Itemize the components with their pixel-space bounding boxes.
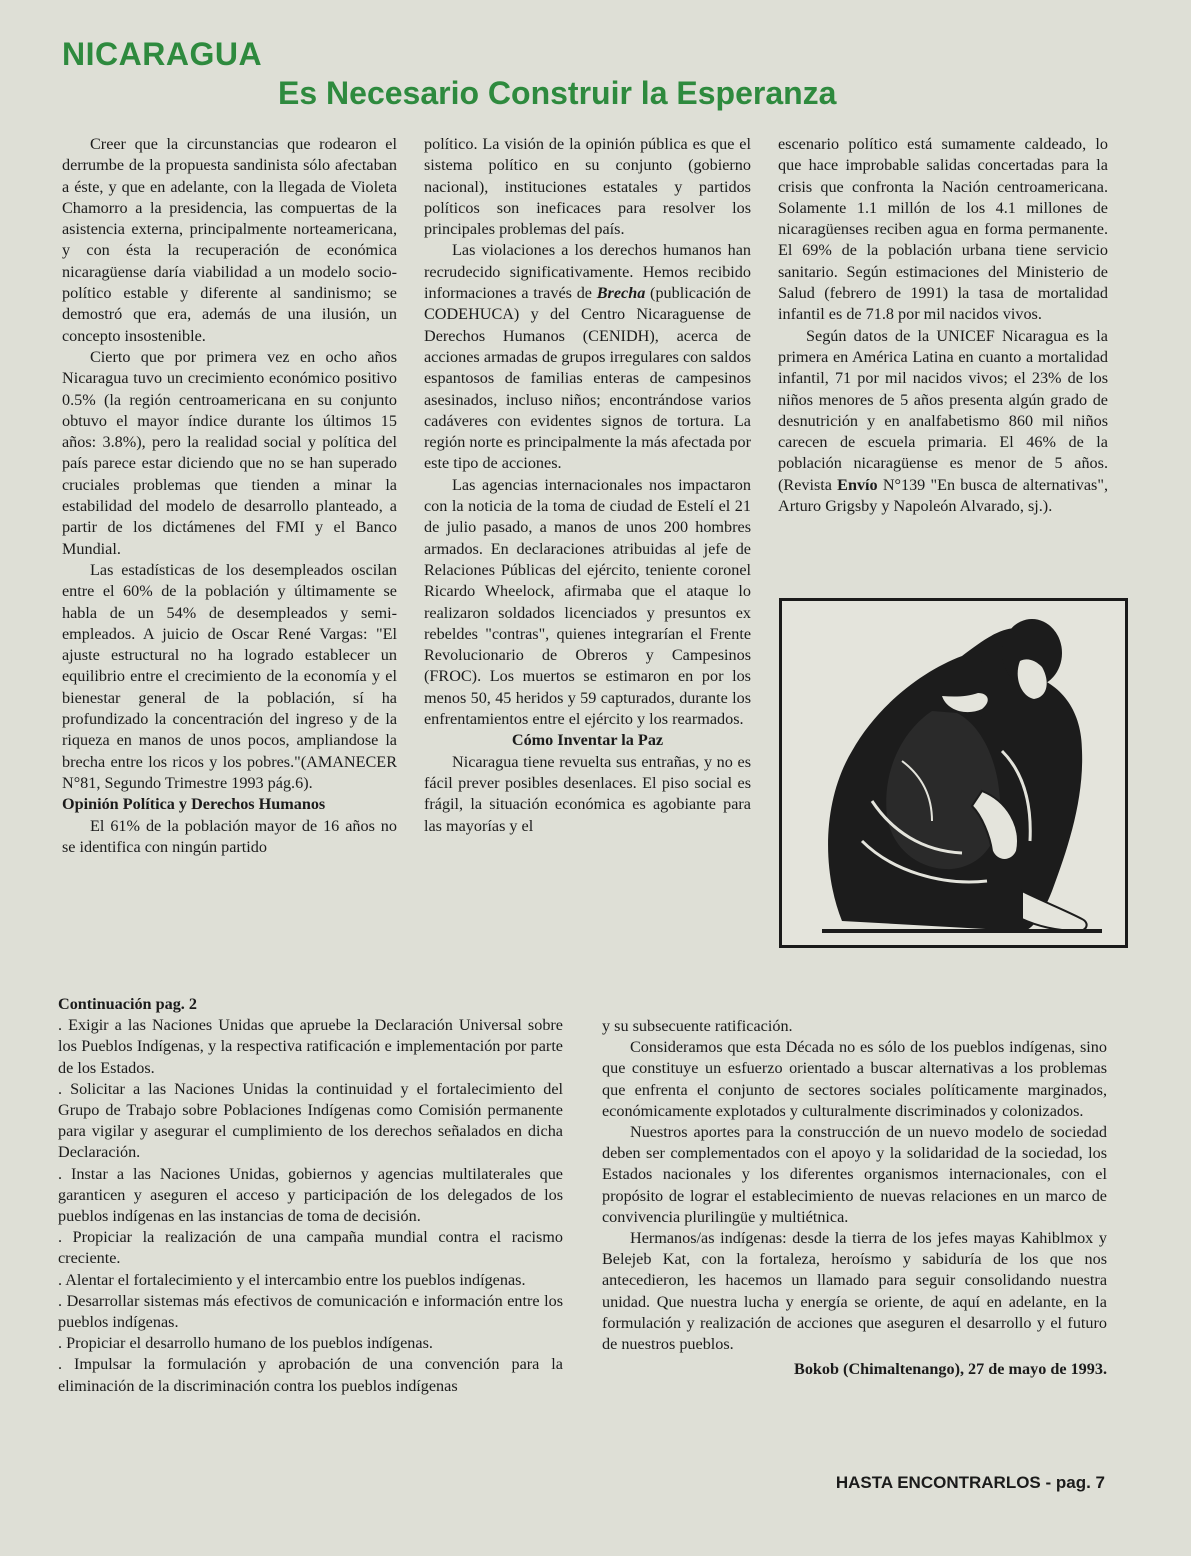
list-item: . Desarrollar sistemas más efectivos de comunicación e información entre los pueblos indígenas. [58, 1291, 563, 1332]
section-kicker: NICARAGUA [62, 36, 263, 72]
paragraph [424, 240, 751, 474]
paragraph: escenario político está sumamente caldeado, lo que hace improbable salidas concertadas para la crisis que confronta la Nación centroamericana. Solamente 1.1 millón de los 4.1 millones de nicaragüenses reciben agua en forma permanente. El 69% de la población urbana tiene servicio sanitario. Según estimaciones del Ministerio de Salud (febrero de 1991) la tasa de mortalidad infantil es de 71.8 por mil nacidos vivos. [778, 135, 1108, 324]
publication-name: Envío [837, 475, 878, 494]
text-span: N°139 "En busca de alternativas", Arturo Grigsby y Napoleón Alvarado, sj.). [778, 475, 1108, 516]
article-column-3 [778, 134, 1108, 517]
list-item: . Instar a las Naciones Unidas, gobiernos y agencias multilaterales que garanticen y aseguren el acceso y participación de los delegados de los pueblos indígenas en las instancias de toma de decisión. [58, 1164, 563, 1226]
paragraph: Las estadísticas de los desempleados oscilan entre el 60% de la población y últimamente se habla de un 54% de desempleados y semi-empleados. A juicio de Oscar René Vargas: "El ajuste estructural no ha logrado establecer un equilibrio entre el crecimiento de la economía y el bienestar general de la población, sí ha profundizado la concentración del ingreso y de la riqueza en manos de unos pocos, ampliandose la brecha entre los ricos y los pobres."(AMANECER N°81, Segundo Trimestre 1993 pág.6). [62, 560, 397, 792]
illustration-drawing [782, 601, 1125, 945]
paragraph: Consideramos que esta Década no es sólo de los pueblos indígenas, sino que constituye un esfuerzo orientado a buscar alternativas a los problemas que enfrenta el conjunto de sectores sociales políticamente marginados, económicamente explotados y culturalmente discriminados y colonizados. [602, 1038, 1107, 1120]
paragraph: Nuestros aportes para la construcción de un nuevo modelo de sociedad deben ser complementados con el apoyo y la solidaridad de la sociedad, los Estados nacionales y los diferentes organismos internacionales, con el propósito de lograr el establecimiento de nuevas relaciones en un marco de convivencia plurilingüe y multiétnica. [602, 1123, 1107, 1226]
text-span: Las violaciones a los derechos humanos han recrudecido significativamente. Hemos recibido informaciones a través de [424, 241, 751, 303]
paragraph: Hermanos/as indígenas: desde la tierra de los jefes mayas Kahiblmox y Belejeb Kat, con la fortaleza, heroísmo y sabiduría de los que nos antecedieron, les hacemos un llamado para seguir consolidando nuestra unidad. Que nuestra lucha y energía se oriente, de aquí en adelante, en la formulación y realización de acciones que aseguren el desarrollo y el futuro de nuestros pueblos. [602, 1229, 1107, 1354]
continuation-column-right [602, 1016, 1107, 1380]
list-item: . Impulsar la formulación y aprobación de una convención para la eliminación de la discriminación contra los pueblos indígenas [58, 1355, 563, 1395]
list-item: . Solicitar a las Naciones Unidas la continuidad y el fortalecimiento del Grupo de Trabajo sobre Poblaciones Indígenas como Comisión permanente para vigilar y asegurar el cumplimiento de los derechos señalados en dicha Declaración. [58, 1079, 563, 1162]
paragraph: Nicaragua tiene revuelta sus entrañas, y no es fácil prever posibles desenlaces. El piso social es frágil, la situación económica es agobiante para las mayorías y el [424, 752, 751, 835]
continuation-heading: Continuación pag. 2 [58, 995, 197, 1013]
list-item: . Propiciar la realización de una campaña mundial contra el racismo creciente. [58, 1228, 563, 1268]
text-span: Según datos de la UNICEF Nicaragua es la primera en América Latina en cuanto a mortalidad infantil, 71 por mil nacidos vivos; el 23% de los niños menores de 5 años presenta algún grado de desnutrición y en analfabetismo 860 mil niños carecen de escuela primaria. El 46% de la población nicaragüense es menor de 5 años. (Revista [778, 326, 1108, 494]
page-footer: HASTA ENCONTRARLOS - pag. 7 [835, 1473, 1105, 1492]
text-span: (publicación de CODEHUCA) y del Centro Nicaraguense de Derechos Humanos (CENIDH), acerca de acciones armadas de grupos irregulares con saldos espantosos de familias enteras de campesinos asesinados, incluso niños; encontrándose varios cadáveres con evidentes signos de tortura. La región norte es principalmente la más afectada por este tipo de acciones. [424, 284, 751, 473]
paragraph: El 61% de la población mayor de 16 años no se identifica con ningún partido [62, 816, 397, 856]
article-headline: Es Necesario Construir la Esperanza [278, 75, 837, 111]
article-column-2 [424, 134, 751, 837]
paragraph: Las agencias internacionales nos impactaron con la noticia de la toma de ciudad de Estelí el 21 de julio pasado, a manos de unos 200 hombres armados. En declaraciones atribuidas al jefe de Relaciones Públicas del ejército, teniente coronel Ricardo Wheelock, afirmaba que el ataque lo realizaron soldados licenciados y presuntos ex rebeldes "contras", quienes integrarían el Frente Revolucionario de Obreros y Campesinos (FROC). Los muertos se estimaron en por los menos 50, 45 heridos y 59 capturados, durante los enfrentamientos entre el ejército y los rearmados. [424, 475, 751, 729]
list-item: . Propiciar el desarrollo humano de los pueblos indígenas. [58, 1334, 433, 1353]
list-item: . Exigir a las Naciones Unidas que apruebe la Declaración Universal sobre los Pueblos Indígenas, y la respectiva ratificación e implementación por parte de los Estados. [58, 1016, 563, 1077]
signature: Bokob (Chimaltenango), 27 de mayo de 1993. [794, 1360, 1107, 1379]
continuation-column-left [58, 994, 563, 1397]
subheading: Cómo Inventar la Paz [511, 731, 664, 750]
paragraph: Creer que la circunstancias que rodearon el derrumbe de la propuesta sandinista sólo afectaban a éste, y que en adelante, con la llegada de Violeta Chamorro a la presidencia, las compuertas de la asistencia externa, principalmente norteamericana, y con ésta la recuperación de económica nicaragüense daría viabilidad a un modelo socio-político estable y diferente al sandinismo; se demostró que era, además de una ilusión, un concepto insostenible. [62, 135, 397, 345]
subheading: Opinión Política y Derechos Humanos [62, 795, 326, 814]
article-column-1 [62, 134, 397, 858]
paragraph: y su subsecuente ratificación. [602, 1017, 793, 1035]
list-item: . Alentar el fortalecimiento y el intercambio entre los pueblos indígenas. [58, 1270, 526, 1289]
mother-and-child-illustration [779, 598, 1128, 948]
paragraph: Cierto que por primera vez en ocho años Nicaragua tuvo un crecimiento económico positivo 0.5% (la región centroamericana en su conjunto obtuvo el mayor índice durante los últimos 15 años: 3.8%), pero la realidad social y política del país parece estar diciendo que no se han superado cruciales problemas que tienden a minar la estabilidad del modelo de desarrollo planteado, a partir de los dictámenes del FMI y el Banco Mundial. [62, 347, 397, 558]
paragraph: político. La visión de la opinión pública es que el sistema político en su conjunto (gobierno nacional), instituciones estatales y partidos políticos son ineficaces para resolver los principales problemas del país. [424, 135, 751, 239]
paragraph [778, 326, 1108, 518]
publication-name: Brecha [596, 284, 646, 303]
